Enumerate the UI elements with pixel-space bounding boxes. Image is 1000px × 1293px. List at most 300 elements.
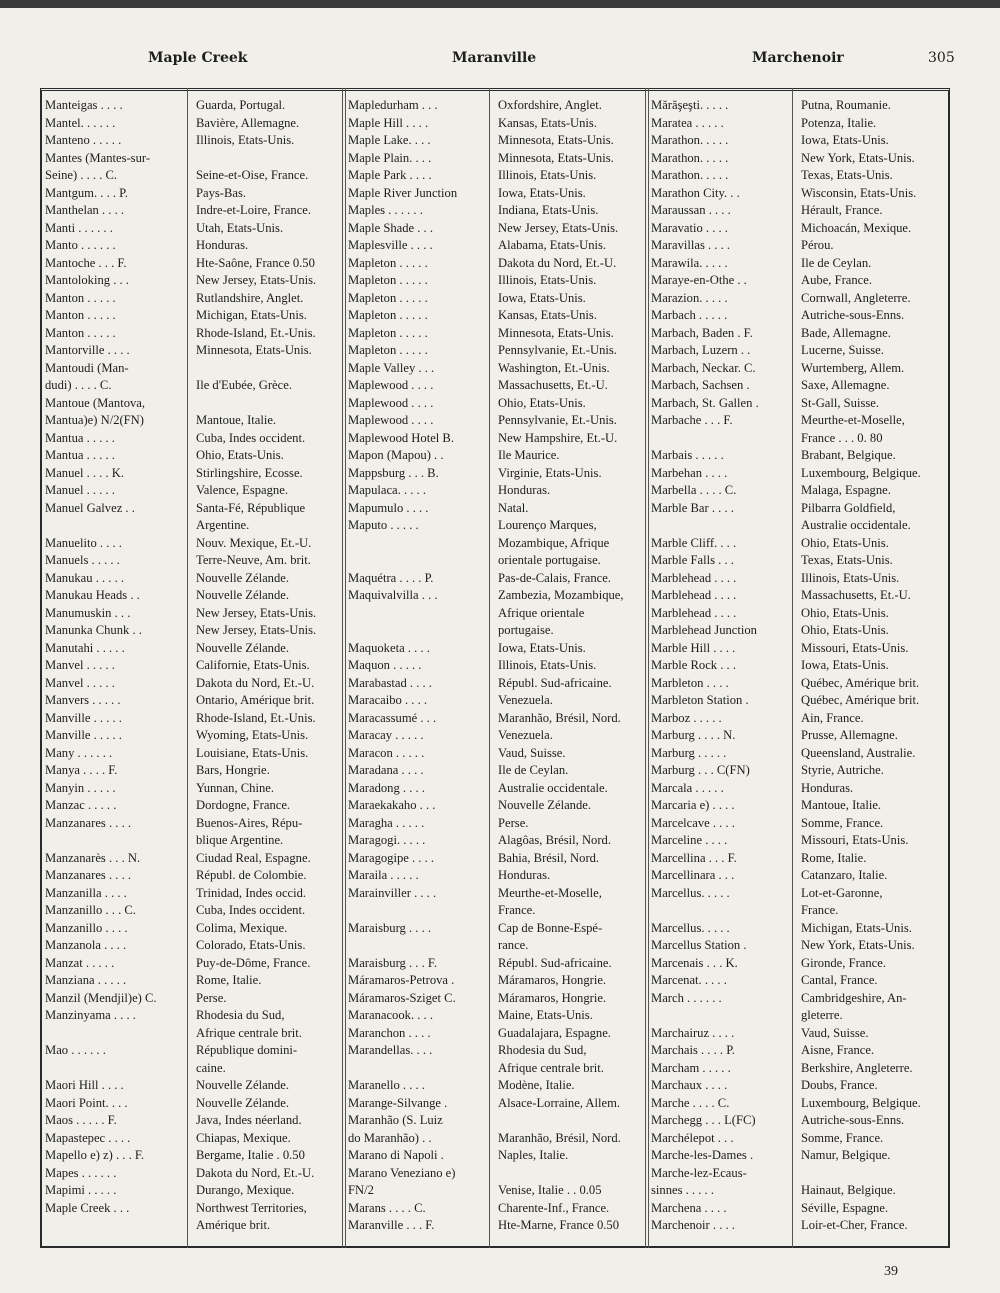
place-name: Maracon . . . . . — [348, 745, 425, 760]
place-name: Maradana . . . . — [348, 763, 424, 777]
place-name: Mapastepec . . . . — [45, 1130, 131, 1145]
place-name: Maraye-en-Othe . . — [651, 273, 747, 287]
gazetteer-entry — [648, 290, 955, 308]
place-location: Michigan, Etats-Unis. — [196, 308, 307, 322]
place-name — [648, 902, 795, 920]
place-location: Minnesota, Etats-Unis. — [196, 343, 312, 357]
gazetteer-entry — [648, 1165, 955, 1183]
place-location: Meurthe-et-Moselle, — [498, 885, 602, 900]
gazetteer-entry — [648, 307, 955, 325]
place-name: Maracaibo . . . . — [348, 693, 428, 707]
place-location: Valence, Espagne. — [196, 483, 288, 497]
place-name: Manvel . . . . . — [45, 675, 115, 690]
place-name: Maplewood . . . . — [348, 395, 434, 410]
place-location: Ohio, Etats-Unis. — [498, 395, 586, 410]
place-location: Mozambique, Afrique — [498, 535, 610, 550]
place-location: Charente-Inf., France. — [498, 1200, 610, 1215]
place-location — [190, 360, 351, 378]
place-name: Maputo . . . . . — [348, 518, 419, 532]
gazetteer-entry — [648, 360, 955, 378]
place-location: Honduras. — [801, 780, 854, 795]
place-name: Marblehead Junction — [651, 623, 757, 637]
gazetteer-entry — [345, 412, 653, 430]
place-name — [345, 552, 492, 570]
place-name: Maraisburg . . . . — [348, 920, 432, 935]
gazetteer-entry — [42, 780, 351, 798]
gazetteer-entry — [345, 1007, 653, 1025]
place-location: Bahia, Brésil, Nord. — [498, 850, 600, 865]
place-location: Yunnan, Chine. — [196, 780, 275, 795]
place-location: Hainaut, Belgique. — [801, 1183, 896, 1197]
place-location: Santa-Fé, République — [196, 500, 306, 515]
gazetteer-entry — [42, 552, 351, 570]
place-name: Manto . . . . . . — [45, 238, 116, 252]
place-name: Marange-Silvange . — [348, 1095, 448, 1110]
gazetteer-entry — [42, 885, 351, 903]
place-name: Manukau Heads . . — [45, 588, 140, 602]
place-location: Ile de Ceylan. — [801, 255, 872, 270]
place-location: Prusse, Allemagne. — [801, 728, 898, 742]
gazetteer-entry — [345, 727, 653, 745]
gazetteer-entry — [345, 815, 653, 833]
gazetteer-entry — [42, 395, 351, 413]
place-location: Cuba, Indes occident. — [196, 903, 306, 917]
gazetteer-entry — [42, 1112, 351, 1130]
place-name: Marcellinara . . . — [651, 868, 735, 882]
gazetteer-entry — [648, 622, 955, 640]
place-name: Maple Plain. . . . — [348, 150, 432, 165]
place-location: Perse. — [498, 815, 529, 830]
place-name: Mapumulo . . . . — [348, 500, 429, 515]
place-location: Rutlandshire, Anglet. — [196, 290, 304, 305]
place-location: New Jersey, Etats-Unis. — [196, 623, 317, 637]
gazetteer-entry — [648, 832, 955, 850]
place-name: Marbach, Baden . F. — [651, 325, 753, 340]
place-location: Québec, Amérique brit. — [801, 693, 920, 707]
place-name: Maranhão (S. Luiz — [348, 1113, 443, 1127]
place-location: Gironde, France. — [801, 955, 886, 970]
gazetteer-entry — [345, 1042, 653, 1060]
gazetteer-entry — [42, 342, 351, 360]
place-location: Colorado, Etats-Unis. — [196, 938, 306, 952]
place-name: Marchena . . . . — [651, 1200, 727, 1215]
place-name: Maranacook. . . . — [348, 1008, 433, 1022]
gazetteer-entry — [42, 850, 351, 868]
place-location: Ile de Ceylan. — [498, 763, 569, 777]
gazetteer-entry — [345, 535, 653, 553]
place-name: Manzac . . . . . — [45, 798, 117, 812]
place-location: Rhode-Island, Et.-Unis. — [196, 325, 316, 340]
place-name: Mapleton . . . . . — [348, 255, 428, 270]
place-location: Cambridgeshire, An- — [801, 990, 907, 1005]
place-location: Bergame, Italie . 0.50 — [196, 1148, 305, 1162]
gazetteer-entry — [345, 955, 653, 973]
place-name: Maori Hill . . . . — [45, 1078, 124, 1092]
place-location: Massachusetts, Et.-U. — [801, 588, 911, 602]
place-location: Lot-et-Garonne, — [801, 885, 883, 900]
gazetteer-entry — [648, 97, 955, 115]
place-name: Manyin . . . . . — [45, 780, 116, 795]
gazetteer-entry — [345, 850, 653, 868]
place-location: Indre-et-Loire, France. — [196, 203, 312, 217]
place-name: Marble Cliff. . . . — [651, 535, 737, 550]
place-name: Maple Shade . . . — [348, 220, 433, 235]
gazetteer-entry — [648, 1060, 955, 1078]
place-name: Marcenat. . . . . — [651, 973, 727, 987]
gazetteer-entry — [345, 150, 653, 168]
gazetteer-entry — [42, 1007, 351, 1025]
gazetteer-entry — [648, 202, 955, 220]
gazetteer-entry — [42, 937, 351, 955]
place-name: Marche . . . . C. — [651, 1095, 730, 1110]
place-location: Durango, Mexique. — [196, 1183, 295, 1197]
place-name: Marathon. . . . . — [651, 150, 729, 165]
place-location: Iowa, Etats-Unis. — [801, 658, 889, 672]
gazetteer-entry — [345, 307, 653, 325]
gazetteer-entry — [345, 902, 653, 920]
place-location: Louisiane, Etats-Unis. — [196, 745, 309, 760]
gazetteer-entry — [42, 1077, 351, 1095]
place-name: Marbach, Neckar. C. — [651, 360, 756, 375]
place-name: Mao . . . . . . — [45, 1043, 106, 1057]
place-location — [190, 150, 351, 168]
place-name: Marburg . . . . . — [651, 745, 727, 760]
place-location: Honduras. — [196, 238, 249, 252]
place-name: Mapleton . . . . . — [348, 325, 428, 340]
gazetteer-entry — [648, 675, 955, 693]
place-name: Manville . . . . . — [45, 728, 122, 742]
gazetteer-entry — [42, 167, 351, 185]
place-location: Nouvelle Zélande. — [196, 1078, 290, 1092]
place-name: Maplesville . . . . — [348, 238, 433, 252]
gazetteer-entry — [648, 1025, 955, 1043]
place-name: Mantoche . . . F. — [45, 255, 127, 270]
place-location: Terre-Neuve, Am. brit. — [196, 553, 311, 567]
place-location: Namur, Belgique. — [801, 1148, 891, 1162]
place-location: Illinois, Etats-Unis. — [801, 570, 900, 585]
gazetteer-entry — [648, 167, 955, 185]
place-name: Marcham . . . . . — [651, 1060, 731, 1075]
gazetteer-entry — [648, 1200, 955, 1218]
place-name: Maos . . . . . F. — [45, 1113, 117, 1127]
place-location: Doubs, France. — [801, 1078, 878, 1092]
place-location: Maine, Etats-Unis. — [498, 1008, 593, 1022]
place-name — [345, 622, 492, 640]
place-name: Manzat . . . . . — [45, 955, 115, 970]
place-name: Mantoudi (Man- — [45, 360, 129, 375]
place-name: Manutahi . . . . . — [45, 640, 125, 655]
place-location: Minnesota, Etats-Unis. — [498, 150, 614, 165]
place-name: Mapello e) z) . . . F. — [45, 1148, 145, 1162]
gazetteer-entry — [648, 482, 955, 500]
place-name: Mărăşeşti. . . . . — [651, 98, 729, 112]
place-name: Marcellina . . . F. — [651, 850, 737, 865]
place-location: Ohio, Etats-Unis. — [801, 535, 889, 550]
place-name: Marainviller . . . . — [348, 885, 437, 900]
place-name: Maragogipe . . . . — [348, 850, 435, 865]
place-location: Ile Maurice. — [498, 448, 560, 462]
place-location: rance. — [498, 938, 529, 952]
gazetteer-entry — [648, 115, 955, 133]
gazetteer-entry — [648, 780, 955, 798]
place-name — [42, 517, 190, 535]
gazetteer-entry — [648, 377, 955, 395]
place-name: Manton . . . . . — [45, 308, 116, 322]
place-name: Marbach . . . . . — [651, 308, 728, 322]
place-location: République domini- — [196, 1043, 298, 1057]
gazetteer-entry — [648, 570, 955, 588]
place-location: Pas-de-Calais, France. — [498, 570, 611, 585]
place-name: Marble Bar . . . . — [651, 500, 734, 515]
place-name: Manzil (Mendjil)e) C. — [45, 990, 157, 1005]
place-name: Manuel . . . . K. — [45, 465, 125, 480]
place-location: Guadalajara, Espagne. — [498, 1025, 611, 1040]
gazetteer-entry — [42, 360, 351, 378]
place-location: Utah, Etats-Unis. — [196, 220, 284, 235]
place-location: Styrie, Autriche. — [801, 763, 884, 777]
gazetteer-entry — [345, 1112, 653, 1130]
place-name — [345, 605, 492, 623]
place-name: Mapledurham . . . — [348, 98, 438, 112]
place-name: Manti . . . . . . — [45, 220, 113, 235]
place-location: Australie occidentale. — [801, 518, 911, 532]
place-location: Nouvelle Zélande. — [196, 588, 290, 602]
gazetteer-entry — [648, 1112, 955, 1130]
gazetteer-entry — [648, 1130, 955, 1148]
place-name: Maplewood Hotel B. — [348, 430, 454, 445]
gazetteer-entry — [42, 1095, 351, 1113]
gazetteer-entry — [42, 255, 351, 273]
place-name: Maracay . . . . . — [348, 728, 424, 742]
place-name: Maple Valley . . . — [348, 360, 435, 375]
gazetteer-entry — [42, 482, 351, 500]
place-location: Québec, Amérique brit. — [801, 675, 920, 690]
place-name: Marburg . . . . N. — [651, 728, 736, 742]
place-name: Manumuskin . . . — [45, 605, 131, 620]
gazetteer-entry — [345, 97, 653, 115]
gazetteer-entry — [42, 1130, 351, 1148]
place-location: Vaud, Suisse. — [498, 745, 566, 760]
gazetteer-entry — [42, 990, 351, 1008]
gazetteer-entry — [648, 815, 955, 833]
gazetteer-entry — [648, 412, 955, 430]
gazetteer-entry — [42, 237, 351, 255]
gazetteer-entry — [42, 762, 351, 780]
gazetteer-entry — [42, 185, 351, 203]
gazetteer-entry — [42, 657, 351, 675]
place-name: Marcelcave . . . . — [651, 815, 735, 830]
gazetteer-entry — [345, 710, 653, 728]
gazetteer-entry — [648, 990, 955, 1008]
place-name: Maraekakaho . . . — [348, 798, 436, 812]
place-location: Ontario, Amérique brit. — [196, 693, 315, 707]
place-name: Maracassumé . . . — [348, 710, 437, 725]
place-name: Seine) . . . . C. — [45, 168, 118, 182]
gazetteer-entry — [648, 955, 955, 973]
place-location: Lourenço Marques, — [498, 518, 597, 532]
gazetteer-entry — [42, 727, 351, 745]
place-location — [492, 1165, 653, 1183]
place-location: Iowa, Etats-Unis. — [498, 185, 586, 200]
place-name: Marblehead . . . . — [651, 570, 737, 585]
gazetteer-entry — [42, 815, 351, 833]
gazetteer-entry — [345, 185, 653, 203]
place-name — [42, 1217, 190, 1235]
place-location: Vaud, Suisse. — [801, 1025, 869, 1040]
place-name: Maple Lake. . . . — [348, 133, 431, 147]
place-name: Mapes . . . . . . — [45, 1165, 117, 1180]
place-location: Cuba, Indes occident. — [196, 430, 306, 445]
place-location: Venise, Italie . . 0.05 — [498, 1183, 602, 1197]
gazetteer-entry — [648, 255, 955, 273]
place-location: Somme, France. — [801, 815, 884, 830]
place-location: Luxembourg, Belgique. — [801, 1095, 921, 1110]
place-location: Washington, Et.-Unis. — [498, 360, 610, 375]
place-name — [648, 430, 795, 448]
place-name: Maquétra . . . . P. — [348, 570, 434, 585]
place-name: Maplewood . . . . — [348, 378, 434, 392]
place-location: Queensland, Australie. — [801, 745, 916, 760]
place-name: Manunka Chunk . . — [45, 623, 142, 637]
gazetteer-entry — [345, 325, 653, 343]
place-location: Zambezia, Mozambique, — [498, 588, 624, 602]
place-location: Républ. Sud-africaine. — [498, 955, 612, 970]
gazetteer-entry — [345, 937, 653, 955]
gazetteer-entry — [648, 325, 955, 343]
place-name: Marcala . . . . . — [651, 780, 724, 795]
gazetteer-column-1 — [42, 97, 351, 1235]
gazetteer-entry — [345, 972, 653, 990]
gazetteer-entry — [648, 1007, 955, 1025]
place-name — [345, 902, 492, 920]
place-name: Marbleton Station . — [651, 693, 749, 707]
gazetteer-entry — [42, 132, 351, 150]
place-location: Missouri, Etats-Unis. — [801, 833, 909, 847]
place-name: Marawila. . . . . — [651, 255, 728, 270]
gazetteer-entry — [42, 1042, 351, 1060]
gazetteer-entry — [345, 500, 653, 518]
place-name: Mantgum. . . . P. — [45, 185, 128, 200]
place-location: Afrique orientale — [498, 605, 585, 620]
place-location: Iowa, Etats-Unis. — [498, 290, 586, 305]
gazetteer-entry — [345, 605, 653, 623]
gazetteer-entry — [42, 675, 351, 693]
place-location: Texas, Etats-Unis. — [801, 553, 893, 567]
gazetteer-entry — [345, 1060, 653, 1078]
place-name: Manthelan . . . . — [45, 203, 125, 217]
gazetteer-entry — [345, 990, 653, 1008]
gazetteer-entry — [42, 307, 351, 325]
place-name: Marbehan . . . . — [651, 465, 728, 480]
gazetteer-entry — [42, 290, 351, 308]
gazetteer-entry — [648, 605, 955, 623]
gazetteer-entry — [648, 535, 955, 553]
gazetteer-entry — [648, 710, 955, 728]
place-name: Marble Rock . . . — [651, 658, 736, 672]
gazetteer-entry — [648, 692, 955, 710]
place-location: Buenos-Aires, Répu- — [196, 815, 303, 830]
place-location: Afrique centrale brit. — [498, 1060, 604, 1075]
place-name — [42, 832, 190, 850]
place-location: Nouvelle Zélande. — [196, 570, 290, 585]
gazetteer-entry — [345, 430, 653, 448]
header-middle-entry: Maranville — [452, 50, 537, 66]
place-location: Potenza, Italie. — [801, 115, 877, 130]
page-number: 305 — [928, 50, 955, 66]
gazetteer-entry — [345, 377, 653, 395]
gazetteer-entry — [345, 517, 653, 535]
gazetteer-entry — [648, 902, 955, 920]
place-location: New Hampshire, Et.-U. — [498, 430, 618, 445]
place-location: Seine-et-Oise, France. — [196, 168, 309, 182]
place-location: New York, Etats-Unis. — [801, 150, 915, 165]
gazetteer-entry — [42, 202, 351, 220]
place-name: Marabastad . . . . — [348, 675, 432, 690]
place-location: blique Argentine. — [196, 833, 284, 847]
place-location: New Jersey, Etats-Unis. — [498, 220, 619, 235]
place-location: Somme, France. — [801, 1130, 884, 1145]
place-name: Marchaux . . . . — [651, 1078, 728, 1092]
place-name: Manton . . . . . — [45, 325, 116, 340]
gazetteer-entry — [345, 780, 653, 798]
place-location: Républ. Sud-africaine. — [498, 675, 612, 690]
place-name: Marchairuz . . . . — [651, 1025, 735, 1040]
place-location: Ohio, Etats-Unis. — [801, 623, 889, 637]
place-name: Marandellas. . . . — [348, 1043, 433, 1057]
place-location: Pennsylvanie, Et.-Unis. — [498, 413, 617, 427]
place-location: New York, Etats-Unis. — [801, 938, 915, 952]
place-location: Ain, France. — [801, 710, 864, 725]
gazetteer-entry — [345, 622, 653, 640]
place-location: Lucerne, Suisse. — [801, 343, 884, 357]
place-location: Alsace-Lorraine, Allem. — [498, 1095, 621, 1110]
gazetteer-entry — [42, 150, 351, 168]
place-location: Cap de Bonne-Espé- — [498, 920, 603, 935]
place-location: orientale portugaise. — [498, 553, 601, 567]
place-name: Marbella . . . . C. — [651, 483, 737, 497]
gazetteer-entry — [42, 535, 351, 553]
place-name: Maquon . . . . . — [348, 658, 422, 672]
gazetteer-entry — [648, 762, 955, 780]
place-name: Maranville . . . F. — [348, 1218, 435, 1232]
place-location: Rhode-Island, Et.-Unis. — [196, 710, 316, 725]
gazetteer-entry — [648, 657, 955, 675]
place-location: Autriche-sous-Enns. — [801, 308, 905, 322]
gazetteer-entry — [345, 640, 653, 658]
place-name: Mantel. . . . . . — [45, 115, 116, 130]
place-location: Cornwall, Angleterre. — [801, 290, 911, 305]
place-name: Mappsburg . . . B. — [348, 465, 439, 480]
place-name: Mantoloking . . . — [45, 273, 129, 287]
gazetteer-entry — [648, 132, 955, 150]
place-name: Mapleton . . . . . — [348, 290, 428, 305]
place-location: Trinidad, Indes occid. — [196, 885, 307, 900]
place-location: Wisconsin, Etats-Unis. — [801, 185, 917, 200]
place-location: France. — [498, 903, 536, 917]
place-name: Mapleton . . . . . — [348, 343, 428, 357]
place-location: Illinois, Etats-Unis. — [498, 273, 597, 287]
gazetteer-entry — [345, 115, 653, 133]
gazetteer-entry — [345, 395, 653, 413]
place-name: Marano Veneziano e) — [348, 1165, 456, 1180]
gazetteer-entry — [345, 1095, 653, 1113]
place-name: Maquoketa . . . . — [348, 640, 430, 655]
place-name: Marbach, Sachsen . — [651, 378, 750, 392]
place-location: Dakota du Nord, Et.-U. — [498, 255, 617, 270]
gazetteer-entry — [345, 220, 653, 238]
place-location: Hérault, France. — [801, 203, 883, 217]
gazetteer-entry — [648, 1042, 955, 1060]
